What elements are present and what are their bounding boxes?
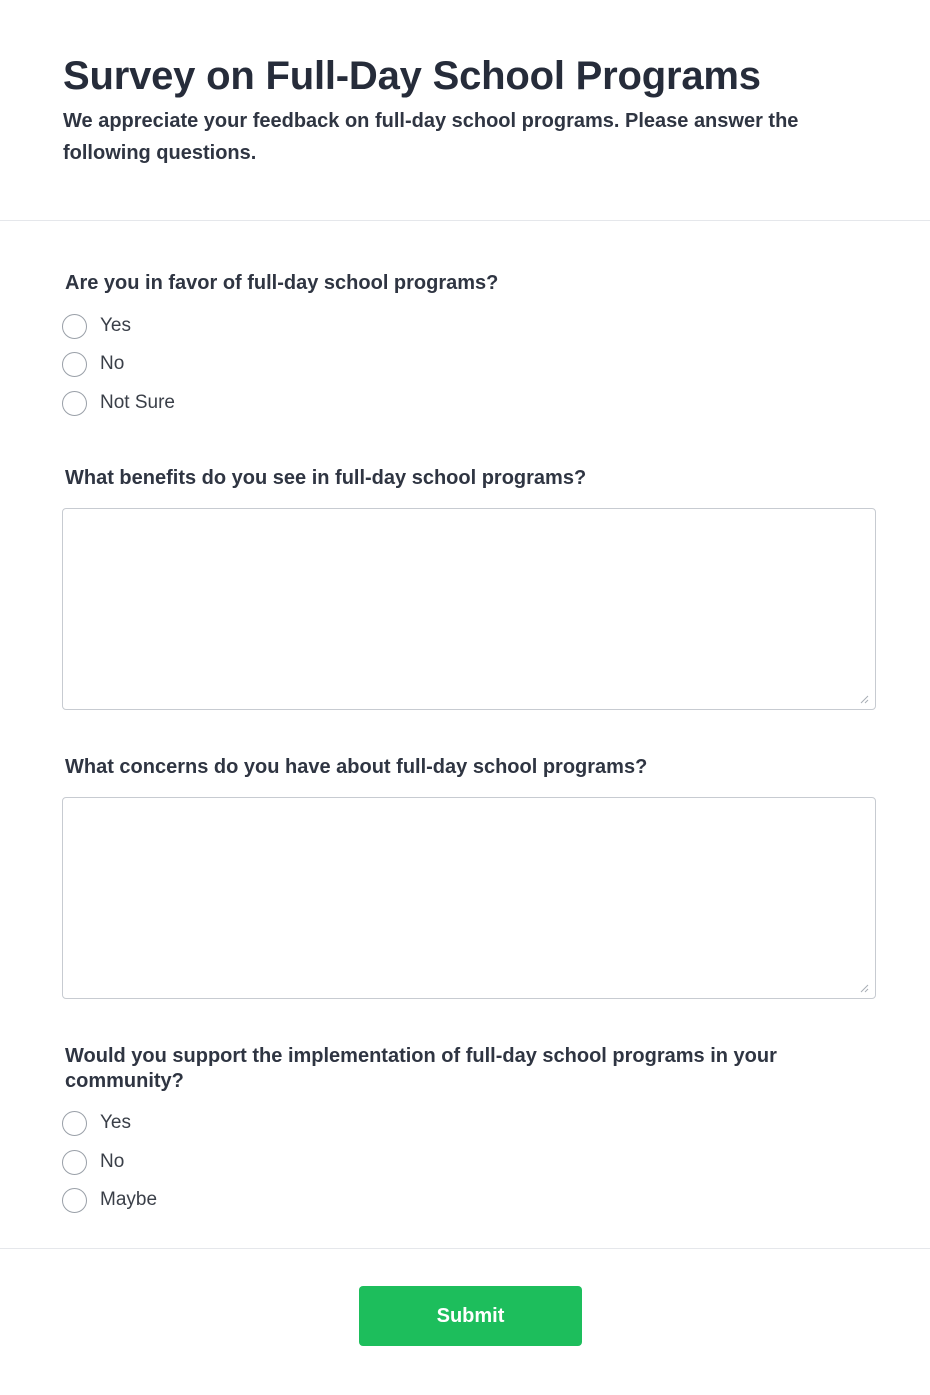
- survey-header: [0, 0, 930, 221]
- benefits-textarea[interactable]: [62, 508, 876, 710]
- radio-label: Not Sure: [100, 392, 175, 413]
- question-concerns-label: What concerns do you have about full-day school programs?: [65, 756, 648, 778]
- page-title: Survey on Full-Day School Programs: [63, 54, 761, 98]
- footer-divider: [0, 1248, 930, 1249]
- radio-circle[interactable]: [62, 352, 87, 377]
- radio-label: Yes: [100, 1112, 131, 1133]
- question-benefits-label: What benefits do you see in full-day school programs?: [65, 467, 587, 489]
- radio-favor-yes[interactable]: [62, 313, 131, 339]
- radio-label: Yes: [100, 315, 131, 336]
- question-support-label: Would you support the implementation of full-day school programs in your community?: [65, 1045, 777, 1092]
- radio-favor-no[interactable]: [62, 351, 124, 377]
- radio-label: Maybe: [100, 1189, 158, 1210]
- radio-label: No: [100, 1151, 125, 1172]
- radio-circle[interactable]: [62, 1188, 87, 1213]
- radio-support-no[interactable]: [62, 1149, 124, 1175]
- radio-circle[interactable]: [62, 1150, 87, 1175]
- radio-support-yes[interactable]: [62, 1110, 131, 1136]
- radio-circle[interactable]: [62, 1111, 87, 1136]
- radio-circle[interactable]: [62, 314, 87, 339]
- submit-button[interactable]: Submit: [359, 1286, 582, 1346]
- radio-label: No: [100, 353, 125, 374]
- intro-text: We appreciate your feedback on full-day school programs. Please answer the following questions.: [63, 110, 799, 164]
- radio-favor-not-sure[interactable]: [62, 390, 175, 416]
- radio-support-maybe[interactable]: [62, 1187, 157, 1213]
- radio-circle[interactable]: [62, 391, 87, 416]
- question-favor-label: Are you in favor of full-day school programs?: [65, 272, 499, 294]
- concerns-textarea[interactable]: [62, 797, 876, 999]
